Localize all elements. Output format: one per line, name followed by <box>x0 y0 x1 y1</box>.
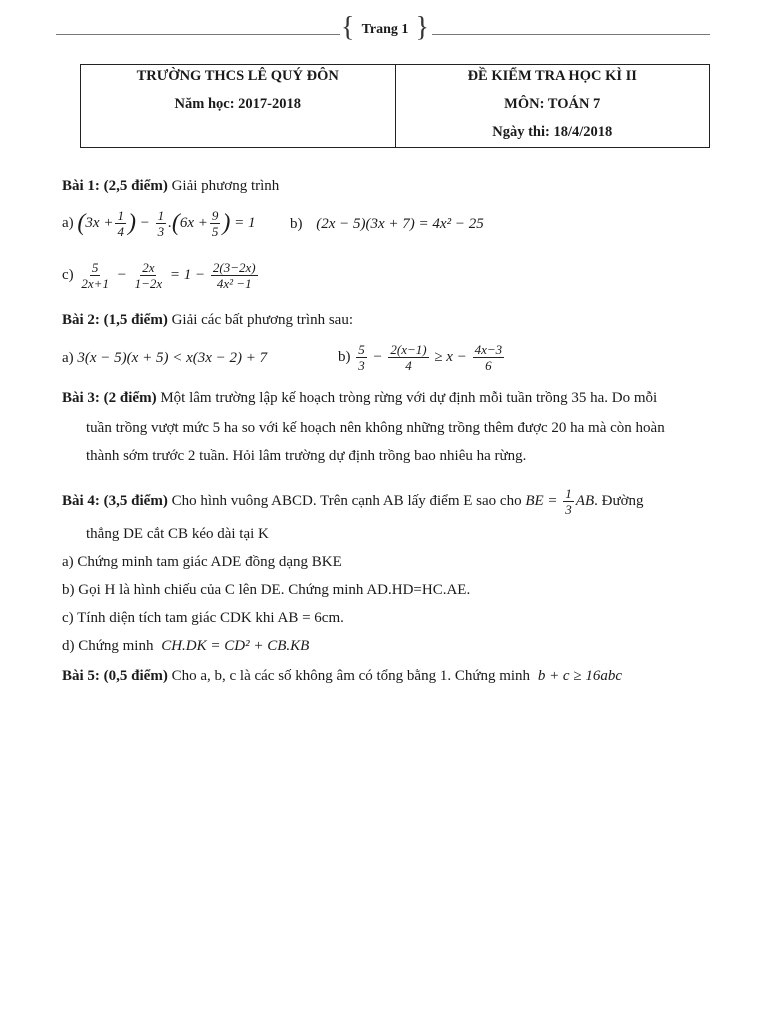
bai3-line2: tuần trồng vượt mức 5 ha so với kế hoạch nên không những trồng thêm được 20 ha mà còn hoàn <box>86 420 665 436</box>
bai2-title: Bài 2: (1,5 điểm) <box>62 312 168 328</box>
bai1-c-label: c) <box>62 266 74 283</box>
bai5-expr: b + c ≥ 16abc <box>537 668 622 684</box>
bai1-title: Bài 1: (2,5 điểm) <box>62 178 168 194</box>
exam-date: Ngày thi: 18/4/2018 <box>492 124 613 140</box>
bai4-title: Bài 4: (3,5 điểm) <box>62 492 168 509</box>
bai4-line2: thẳng DE cắt CB kéo dài tại K <box>86 526 269 542</box>
left-brace-icon: { <box>341 12 355 43</box>
bai4-a: a) Chứng minh tam giác ADE đồng dạng BKE <box>62 554 342 570</box>
exam-title: ĐỀ KIỂM TRA HỌC KÌ II <box>467 68 637 84</box>
exam-subject: MÔN: TOÁN 7 <box>504 96 601 112</box>
exam-column <box>396 65 710 147</box>
page-label-box <box>339 12 431 50</box>
bai2-text: Giải các bất phương trình sau: <box>167 312 354 328</box>
bai1-b <box>290 216 484 233</box>
bai5-title: Bài 5: (0,5 điểm) <box>62 668 168 684</box>
bai1-text: Giải phương trình <box>167 178 280 194</box>
bai2-b-label: b) <box>338 348 351 365</box>
school-name: TRƯỜNG THCS LÊ QUÝ ĐÔN <box>136 68 339 84</box>
bai2-b <box>338 342 506 373</box>
bai4-d-expr: CH.DK = CD² + CB.KB <box>161 638 310 654</box>
bai3-line3: thành sớm trước 2 tuần. Hỏi lâm trường dự định trồng bao nhiêu ha rừng. <box>86 448 527 464</box>
bai4-text1: Cho hình vuông ABCD. Trên cạnh AB lấy điểm E sao cho <box>167 492 526 509</box>
bai1-b-expr: (2x − 5)(3x + 7) = 4x² − 25 <box>316 216 484 232</box>
bai2-a-expr: 3(x − 5)(x + 5) < x(3x − 2) + 7 <box>77 350 268 366</box>
bai1-c-expr: $\frac{5}{2x+1}$ − $\frac{2x}{1-2x}$ = 1 − $\frac{2(3-2x)}{\text{4x² −1}}$ <box>81 260 256 291</box>
header-rule-right <box>432 34 710 35</box>
bai5-text: Cho a, b, c là các số không âm có tổng bằng 1. Chứng minh <box>167 668 534 684</box>
header-rule-left <box>56 34 340 35</box>
page-label: Trang 1 <box>361 22 409 37</box>
exam-info-table <box>80 64 710 148</box>
bai1-heading <box>62 178 279 195</box>
bai4-c: c) Tính diện tích tam giác CDK khi AB = 6cm. <box>62 610 344 626</box>
right-brace-icon: } <box>415 12 429 43</box>
bai2-b-expr: $\frac{5}{3}$ − $\frac{2(x-1)}{4}$ ≥ x − $\frac{4x-3}{6}$ <box>358 342 503 373</box>
bai4-line1 <box>62 486 644 517</box>
bai1-a <box>62 208 255 239</box>
bai3-line1 <box>62 390 657 407</box>
bai2-a <box>62 350 267 367</box>
bai1-c <box>62 260 260 291</box>
bai1-a-label: a) <box>62 214 74 231</box>
school-column <box>81 65 396 147</box>
bai5-line <box>62 668 622 685</box>
bai4-d <box>62 638 309 655</box>
bai2-heading <box>62 312 353 329</box>
bai4-b: b) Gọi H là hình chiếu của C lên DE. Chứng minh AD.HD=HC.AE. <box>62 582 471 598</box>
school-year: Năm học: 2017-2018 <box>174 96 301 112</box>
bai3-title: Bài 3: (2 điểm) <box>62 390 157 406</box>
bai3-text1: Một lâm trường lập kế hoạch tròng rừng với dự định mỗi tuần trồng 35 ha. Do mỗi <box>156 390 658 406</box>
bai1-b-label: b) <box>290 216 303 232</box>
bai4-d-label: d) Chứng minh <box>62 638 158 654</box>
bai1-a-expr: (3x + $\frac{1}{4}$ ) − $\frac{1}{3}$ .(6x + $\frac{9}{5}$ ) = 1 <box>77 208 256 239</box>
bai4-text1-end: . Đường <box>594 492 644 509</box>
bai4-be-expr: BE = $\frac{1}{3}$ AB <box>525 486 595 517</box>
bai2-a-label: a) <box>62 350 74 366</box>
page-header <box>0 12 768 50</box>
